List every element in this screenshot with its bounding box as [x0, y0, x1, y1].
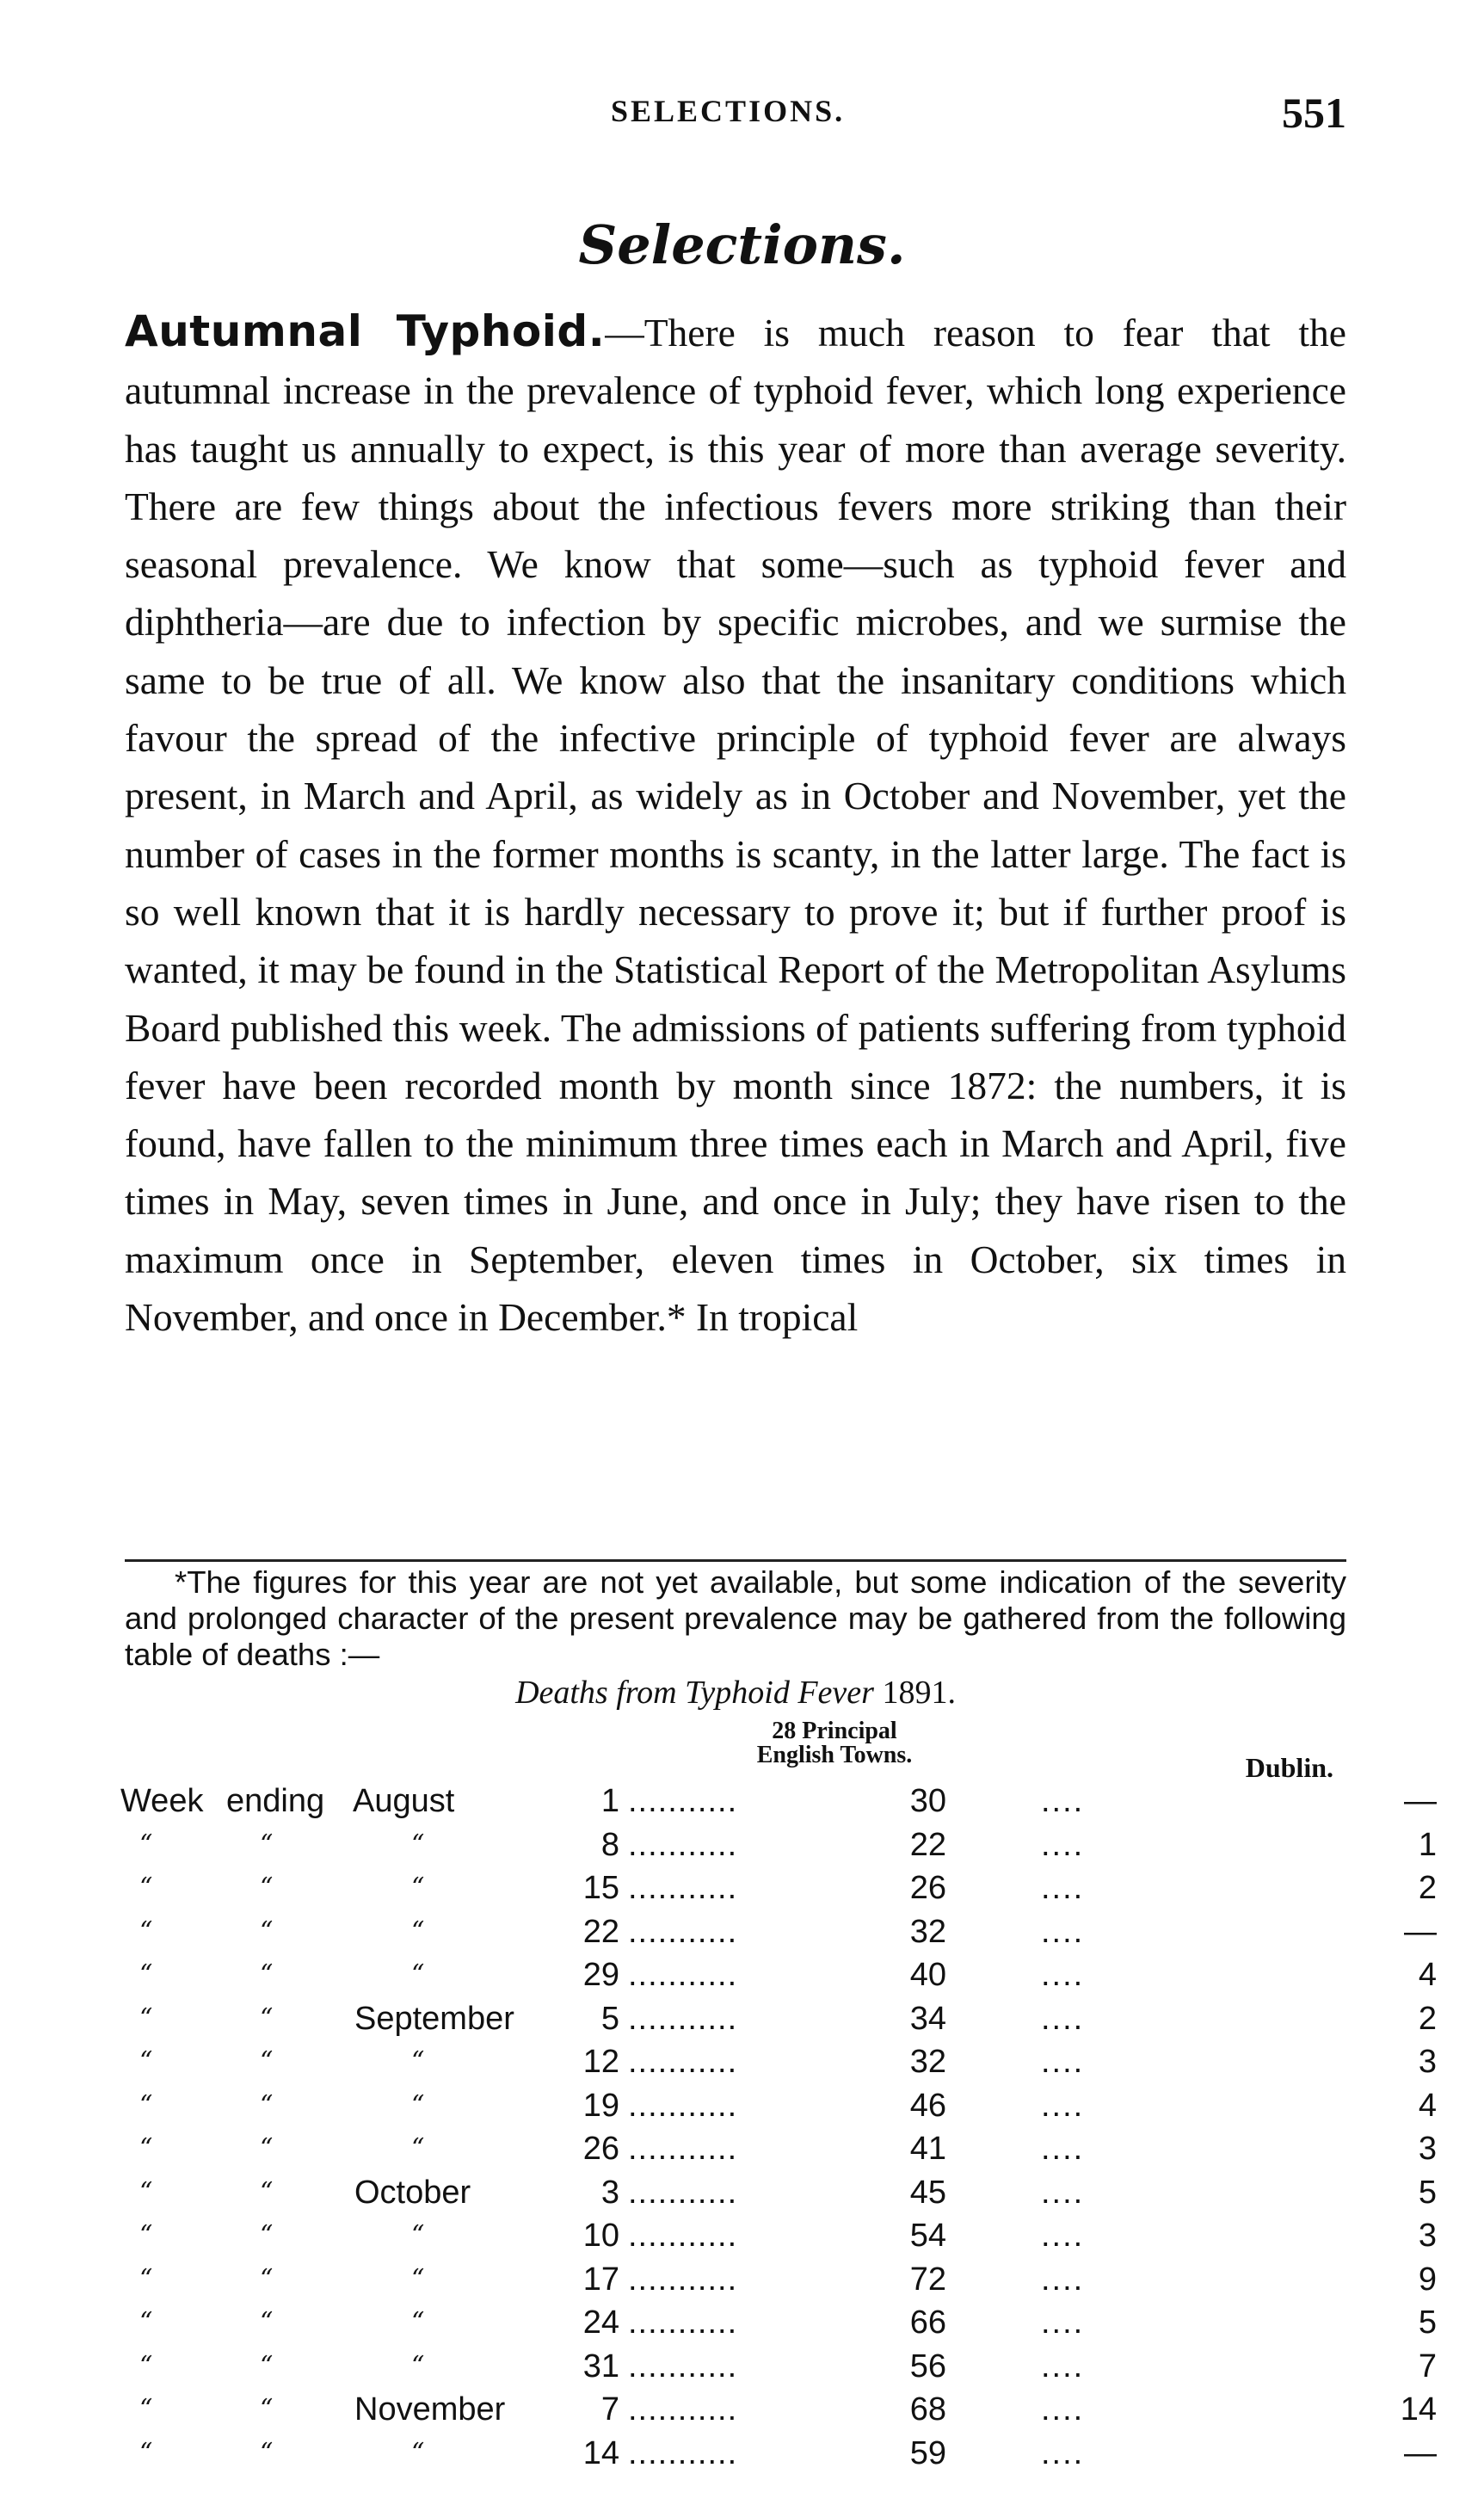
row-separator-dots: ....: [1041, 2000, 1085, 2037]
table-row: [120, 1823, 1437, 1867]
row-leader-dots: ...........: [628, 1870, 738, 1906]
column-header-english-towns: [705, 1719, 964, 1768]
row-day-cell: 12: [582, 2044, 619, 2080]
row-ending-cell: “: [260, 1829, 274, 1860]
row-dublin-cell: 3: [1418, 2044, 1437, 2080]
row-leader-dots: ...........: [628, 2261, 738, 2298]
row-ending-cell: “: [260, 2437, 274, 2468]
row-dublin-cell: 2: [1418, 1870, 1437, 1906]
row-ending-cell: “: [260, 2133, 274, 2163]
row-towns-cell: 66: [909, 2304, 946, 2341]
row-towns-cell: 59: [909, 2434, 946, 2471]
row-week-cell: “: [139, 1872, 153, 1903]
row-towns-cell: 72: [909, 2261, 946, 2298]
row-separator-dots: ....: [1041, 2044, 1085, 2080]
row-day-cell: 17: [582, 2261, 619, 2298]
row-day-cell: 5: [600, 2000, 619, 2037]
row-leader-dots: ...........: [628, 1913, 738, 1950]
table-row: [120, 2084, 1437, 2128]
row-month-cell: “: [411, 2089, 425, 2120]
row-week-cell: “: [139, 2176, 153, 2207]
row-towns-cell: 41: [909, 2131, 946, 2167]
row-leader-dots: ...........: [628, 2348, 738, 2385]
row-leader-dots: ...........: [628, 1783, 738, 1819]
row-dublin-cell: 7: [1418, 2348, 1437, 2385]
running-head-title: SELECTIONS.: [611, 94, 846, 128]
row-ending-cell: “: [260, 1959, 274, 1990]
row-leader-dots: ...........: [628, 2391, 738, 2428]
row-day-cell: 26: [582, 2131, 619, 2167]
row-dublin-cell: 3: [1418, 2131, 1437, 2167]
row-leader-dots: ...........: [628, 2218, 738, 2254]
row-month-cell: “: [411, 2220, 425, 2250]
row-month-cell: “: [411, 2263, 425, 2294]
row-month-cell: August: [353, 1783, 455, 1819]
column-header-line: English Towns.: [756, 1742, 913, 1768]
row-week-cell: “: [139, 2046, 153, 2076]
row-ending-cell: “: [260, 2002, 274, 2033]
deaths-table: [120, 1780, 1437, 2475]
table-row: [120, 1997, 1437, 2041]
table-title-text: Deaths from Typhoid Fever: [515, 1675, 874, 1711]
row-dublin-cell: 1: [1418, 1826, 1437, 1863]
row-dublin-cell: 3: [1418, 2218, 1437, 2254]
row-week-cell: “: [139, 2220, 153, 2250]
row-dublin-cell: —: [1404, 2434, 1437, 2471]
page-number: 551: [1282, 89, 1346, 137]
row-month-cell: October: [354, 2174, 471, 2211]
footnote-rule: [125, 1559, 1346, 1562]
row-ending-cell: “: [260, 2046, 274, 2076]
row-dublin-cell: 2: [1418, 2000, 1437, 2037]
row-separator-dots: ....: [1041, 1957, 1085, 1993]
row-leader-dots: ...........: [628, 2000, 738, 2037]
table-row: [120, 2345, 1437, 2389]
row-separator-dots: ....: [1041, 2087, 1085, 2124]
row-separator-dots: ....: [1041, 2348, 1085, 2385]
row-towns-cell: 22: [909, 1826, 946, 1863]
table-row: [120, 2040, 1437, 2084]
row-dublin-cell: 4: [1418, 1957, 1437, 1993]
row-dublin-cell: —: [1404, 1783, 1437, 1819]
row-leader-dots: ...........: [628, 2304, 738, 2341]
row-week-cell: “: [139, 2394, 153, 2424]
row-dublin-cell: —: [1404, 1913, 1437, 1950]
table-row: [120, 2171, 1437, 2215]
row-towns-cell: 26: [909, 1870, 946, 1906]
row-leader-dots: ...........: [628, 2174, 738, 2211]
table-title-year: 1891.: [882, 1675, 956, 1711]
row-leader-dots: ...........: [628, 2087, 738, 2124]
footnote-text: *The figures for this year are not yet available, but some indication of the severity and prolonged character of the present prevalence may be gathered from the following table of deaths :—: [125, 1564, 1346, 1672]
row-month-cell: “: [411, 2133, 425, 2163]
table-row: [120, 1953, 1437, 1997]
row-day-cell: 24: [582, 2304, 619, 2341]
footnote: [125, 1564, 1346, 1673]
row-day-cell: 8: [600, 1826, 619, 1863]
article-body: [125, 303, 1346, 1346]
row-separator-dots: ....: [1041, 1913, 1085, 1950]
row-dublin-cell: 5: [1418, 2304, 1437, 2341]
row-separator-dots: ....: [1041, 1783, 1085, 1819]
row-towns-cell: 32: [909, 2044, 946, 2080]
table-row: [120, 1780, 1437, 1823]
row-separator-dots: ....: [1041, 1870, 1085, 1906]
row-leader-dots: ...........: [628, 2434, 738, 2471]
row-month-cell: “: [411, 1872, 425, 1903]
row-month-cell: “: [411, 1916, 425, 1946]
row-towns-cell: 68: [909, 2391, 946, 2428]
table-row: [120, 1910, 1437, 1954]
row-day-cell: 7: [600, 2391, 619, 2428]
row-week-cell: “: [139, 2350, 153, 2381]
row-month-cell: November: [354, 2391, 506, 2428]
row-week-cell: “: [139, 1829, 153, 1860]
row-day-cell: 1: [600, 1783, 619, 1819]
row-month-cell: “: [411, 1829, 425, 1860]
column-header-line: 28 Principal: [772, 1718, 897, 1744]
article-text: —There is much reason to fear that the autumnal increase in the prevalence of typhoid fever, which long experience has taught us annually to expect, is this year of more than average severity. There are few things about the infectious fevers more striking than their seasonal prevalence. We know that some—such as typhoid fever and diphtheria—are due to infection by specific microbes, and we surmise the same to be true of all. We know also that the insanitary conditions which favour the spread of the infective principle of typhoid fever are always present, in March and April, as widely as in October and November, yet the number of cases in the former months is scanty, in the latter large. The fact is so well known that it is hardly necessary to prove it; but if further proof is wanted, it may be found in the Statistical Report of the Metropolitan Asylums Board published this week. The admissions of patients suffering from typhoid fever have been recorded month by month since 1872: the numbers, it is found, have fallen to the minimum three times each in March and April, five times in May, seven times in June, and once in July; they have risen to the maximum once in September, eleven times in October, six times in November, and once in December.* In tropical: [125, 311, 1346, 1340]
table-row: [120, 2301, 1437, 2345]
row-month-cell: September: [354, 2000, 514, 2037]
row-dublin-cell: 5: [1418, 2174, 1437, 2211]
table-row: [120, 2388, 1437, 2432]
table-title: [125, 1674, 1346, 1712]
table-row: [120, 2258, 1437, 2302]
row-separator-dots: ....: [1041, 2304, 1085, 2341]
row-month-cell: “: [411, 1959, 425, 1990]
running-head: [125, 89, 1346, 145]
table-row: [120, 2127, 1437, 2171]
row-month-cell: “: [411, 2307, 425, 2337]
row-towns-cell: 54: [909, 2218, 946, 2254]
row-separator-dots: ....: [1041, 2261, 1085, 2298]
table-row: [120, 2214, 1437, 2258]
row-leader-dots: ...........: [628, 2044, 738, 2080]
row-week-cell: “: [139, 2133, 153, 2163]
row-ending-cell: “: [260, 2176, 274, 2207]
row-towns-cell: 40: [909, 1957, 946, 1993]
row-leader-dots: ...........: [628, 1957, 738, 1993]
row-week-cell: “: [139, 2263, 153, 2294]
row-day-cell: 31: [582, 2348, 619, 2385]
row-separator-dots: ....: [1041, 2434, 1085, 2471]
row-towns-cell: 30: [909, 1783, 946, 1819]
row-week-cell: “: [139, 1916, 153, 1946]
row-towns-cell: 34: [909, 2000, 946, 2037]
row-month-cell: “: [411, 2046, 425, 2076]
row-towns-cell: 56: [909, 2348, 946, 2385]
row-week-cell: “: [139, 1959, 153, 1990]
row-week-cell: “: [139, 2307, 153, 2337]
row-day-cell: 10: [582, 2218, 619, 2254]
section-title: Selections.: [578, 213, 906, 276]
row-ending-cell: “: [260, 1916, 274, 1946]
row-separator-dots: ....: [1041, 2131, 1085, 2167]
row-dublin-cell: 9: [1418, 2261, 1437, 2298]
row-separator-dots: ....: [1041, 2391, 1085, 2428]
row-week-cell: Week: [120, 1783, 204, 1819]
row-ending-cell: “: [260, 2263, 274, 2294]
article-headline: Autumnal Typhoid.: [125, 306, 606, 356]
row-towns-cell: 32: [909, 1913, 946, 1950]
table-row: [120, 1866, 1437, 1910]
row-towns-cell: 46: [909, 2087, 946, 2124]
row-ending-cell: “: [260, 2220, 274, 2250]
row-ending-cell: “: [260, 1872, 274, 1903]
row-ending-cell: “: [260, 2394, 274, 2424]
row-month-cell: “: [411, 2350, 425, 2381]
row-ending-cell: “: [260, 2089, 274, 2120]
row-dublin-cell: 4: [1418, 2087, 1437, 2124]
row-leader-dots: ...........: [628, 2131, 738, 2167]
column-header-dublin: Dublin.: [1245, 1752, 1333, 1783]
row-week-cell: “: [139, 2002, 153, 2033]
row-separator-dots: ....: [1041, 2218, 1085, 2254]
row-day-cell: 3: [600, 2174, 619, 2211]
article-paragraph: [125, 303, 1346, 1346]
row-ending-cell: “: [260, 2307, 274, 2337]
table-row: [120, 2432, 1437, 2476]
row-day-cell: 22: [582, 1913, 619, 1950]
row-day-cell: 29: [582, 1957, 619, 1993]
row-dublin-cell: 14: [1400, 2391, 1437, 2428]
row-day-cell: 14: [582, 2434, 619, 2471]
row-day-cell: 15: [582, 1870, 619, 1906]
row-separator-dots: ....: [1041, 2174, 1085, 2211]
row-week-cell: “: [139, 2089, 153, 2120]
row-separator-dots: ....: [1041, 1826, 1085, 1863]
row-ending-cell: “: [260, 2350, 274, 2381]
row-day-cell: 19: [582, 2087, 619, 2124]
row-week-cell: “: [139, 2437, 153, 2468]
row-towns-cell: 45: [909, 2174, 946, 2211]
row-leader-dots: ...........: [628, 1826, 738, 1863]
row-month-cell: “: [411, 2437, 425, 2468]
row-ending-cell: ending: [226, 1783, 325, 1819]
